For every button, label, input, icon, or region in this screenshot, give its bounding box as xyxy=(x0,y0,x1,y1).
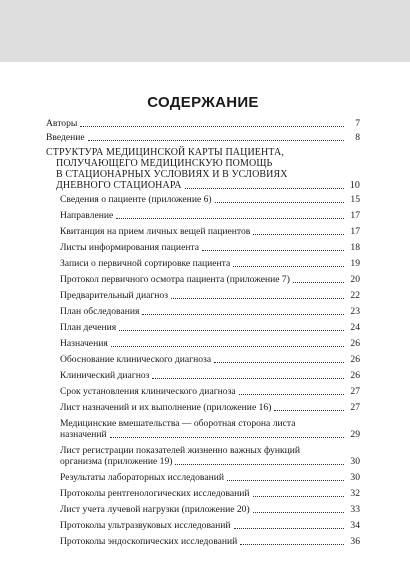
toc-entry-page: 32 xyxy=(350,488,360,499)
toc-entry-title: Направление xyxy=(60,209,114,221)
toc-entry-title: План дечения xyxy=(60,321,117,333)
toc-entry-title: Квитанция на прием личных вещей пациентов xyxy=(60,225,251,237)
toc-entry-page: 26 xyxy=(350,369,360,381)
dot-leader xyxy=(111,345,344,347)
dot-leader xyxy=(171,297,344,299)
toc-entry-title: Протоколы ультразвуковых исследований xyxy=(60,520,231,531)
toc-section xyxy=(46,147,360,191)
header-band xyxy=(0,0,410,62)
toc-entry xyxy=(46,322,360,333)
dot-leader xyxy=(215,201,344,203)
dot-leader xyxy=(185,187,344,189)
dot-leader xyxy=(274,409,344,411)
dot-leader xyxy=(110,436,344,438)
toc-entry xyxy=(46,258,360,269)
table-of-contents xyxy=(46,118,360,547)
dot-leader xyxy=(214,361,344,363)
toc-entry-page: 36 xyxy=(350,536,360,547)
toc-entry-page: 10 xyxy=(349,180,360,191)
toc-entry xyxy=(46,520,360,531)
toc-entry xyxy=(46,386,360,397)
toc-entry-page: 23 xyxy=(350,305,360,317)
dot-leader xyxy=(227,479,344,481)
toc-entry xyxy=(46,274,360,285)
toc-entry xyxy=(46,370,360,381)
dot-leader xyxy=(240,543,344,545)
toc-entry xyxy=(46,504,360,515)
dot-leader xyxy=(119,329,344,331)
dot-leader xyxy=(152,377,344,379)
toc-entry xyxy=(46,488,360,499)
toc-entry-page: 26 xyxy=(350,337,360,349)
toc-entry xyxy=(46,354,360,365)
toc-entry-page: 29 xyxy=(350,428,360,440)
toc-entry-page: 20 xyxy=(350,273,360,285)
toc-entry xyxy=(46,445,360,467)
toc-entry xyxy=(46,132,360,143)
toc-entry-page: 15 xyxy=(350,193,360,205)
toc-entry xyxy=(46,210,360,221)
toc-entry-title: назначений xyxy=(60,428,107,440)
toc-entry-title: Предварительный диагноз xyxy=(60,289,168,301)
toc-entry xyxy=(46,402,360,413)
dot-leader xyxy=(239,393,344,395)
dot-leader xyxy=(293,281,344,283)
toc-entry xyxy=(46,418,360,440)
toc-entry xyxy=(46,242,360,253)
toc-entry-title: Клинический диагноз xyxy=(60,369,150,381)
section-title-line: В СТАЦИОНАРНЫХ УСЛОВИЯХ И В УСЛОВИЯХ xyxy=(56,169,288,180)
toc-entry-page: 17 xyxy=(350,209,360,221)
toc-entry-page: 26 xyxy=(350,353,360,365)
toc-entry-title: организма (приложение 19) xyxy=(60,456,173,467)
dot-leader xyxy=(253,511,344,513)
toc-entry-title: Протокол первичного осмотра пациента (приложение 7) xyxy=(60,273,290,285)
toc-entry-title: Лист назначений и их выполнение (приложение 16) xyxy=(60,401,272,413)
section-title-line: ДНЕВНОГО СТАЦИОНАРА xyxy=(56,180,182,191)
dot-leader xyxy=(253,233,344,235)
dot-leader xyxy=(202,249,344,251)
dot-leader xyxy=(116,217,344,219)
section-title-line: ПОЛУЧАЮЩЕГО МЕДИЦИНСКУЮ ПОМОЩЬ xyxy=(56,158,273,169)
toc-entry-title: Протоколы рентгенологических исследований xyxy=(60,488,250,499)
toc-entry-title: Сведения о пациенте (приложение 6) xyxy=(60,193,212,205)
dot-leader xyxy=(253,495,344,497)
toc-entry xyxy=(46,226,360,237)
toc-entry-page: 7 xyxy=(355,118,360,129)
toc-entry-page: 27 xyxy=(350,401,360,413)
toc-entry xyxy=(46,306,360,317)
toc-entry-title-line: Лист регистрации показателей жизненно важных функций xyxy=(60,444,301,456)
toc-entry xyxy=(46,536,360,547)
toc-entry-page: 19 xyxy=(350,257,360,269)
toc-entry xyxy=(46,290,360,301)
toc-entry-page: 33 xyxy=(350,504,360,515)
toc-entry-title: Введение xyxy=(46,131,85,143)
toc-entry-page: 30 xyxy=(350,456,360,467)
toc-subentries xyxy=(46,194,360,548)
section-title-line: СТРУКТУРА МЕДИЦИНСКОЙ КАРТЫ ПАЦИЕНТА, xyxy=(46,147,284,158)
toc-entry-page: 34 xyxy=(350,520,360,531)
page-title: СОДЕРЖАНИЕ xyxy=(147,94,259,111)
toc-entry-title: Записи о первичной сортировке пациента xyxy=(60,257,231,269)
toc-entry xyxy=(46,194,360,205)
toc-entry-page: 27 xyxy=(350,385,360,397)
toc-entry-title-line: Медицинские вмешательства — оборотная сторона листа xyxy=(60,417,296,429)
toc-entry-page: 18 xyxy=(350,241,360,253)
dot-leader xyxy=(142,313,344,315)
toc-entry-page: 22 xyxy=(350,289,360,301)
toc-entry-title: Листы информирования пациента xyxy=(60,241,200,253)
toc-entry-title: Назначения xyxy=(60,337,108,349)
toc-entry-page: 24 xyxy=(350,321,360,333)
dot-leader xyxy=(234,527,344,529)
toc-entry-title: Срок установления клинического диагноза xyxy=(60,385,236,397)
toc-entry xyxy=(46,338,360,349)
dot-leader xyxy=(175,463,344,465)
toc-entry-title: Обоснование клинического диагноза xyxy=(60,353,212,365)
toc-entry-title: Результаты лабораторных исследований xyxy=(60,472,224,483)
toc-entry-title: Лист учета лучевой нагрузки (приложение 20) xyxy=(60,504,250,515)
toc-entry-page: 30 xyxy=(350,472,360,483)
toc-entry-title: План обследования xyxy=(60,305,140,317)
toc-entry-title: Протоколы эндоскопических исследований xyxy=(60,536,238,547)
dot-leader xyxy=(88,139,344,141)
toc-entry-page: 17 xyxy=(350,225,360,237)
toc-entry xyxy=(46,118,360,129)
contents-page xyxy=(46,94,360,552)
toc-entry-page: 8 xyxy=(355,131,360,143)
toc-entry xyxy=(46,472,360,483)
toc-entry-title: Авторы xyxy=(46,118,78,129)
dot-leader xyxy=(80,125,344,127)
dot-leader xyxy=(233,265,344,267)
